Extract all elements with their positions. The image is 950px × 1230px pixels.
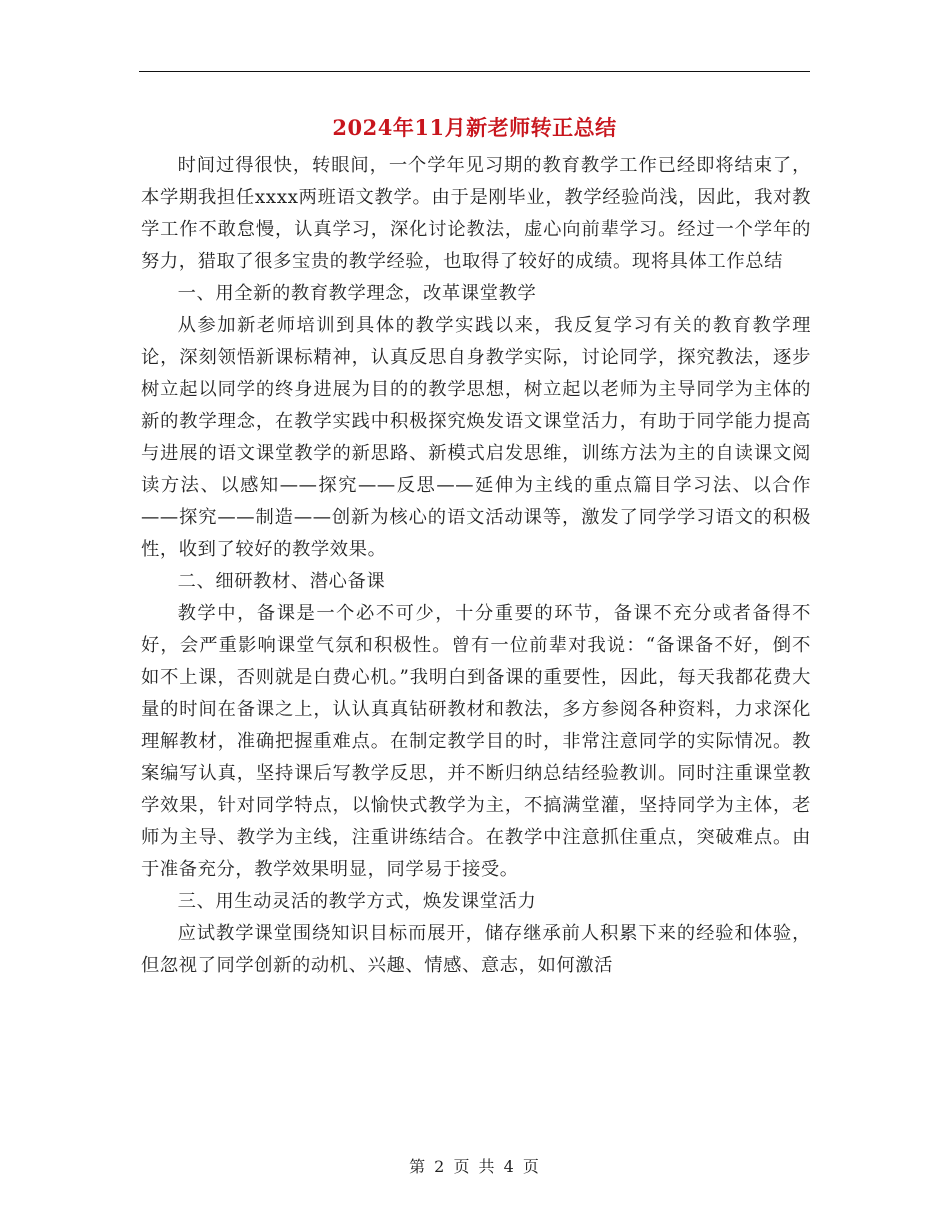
- header-rule: [139, 71, 810, 72]
- section-heading-2: 二、细研教材、潜心备课: [177, 571, 386, 592]
- section-1-paragraph: 从参加新老师培训到具体的教学实践以来，我反复学习有关的教育教学理论，深刻领悟新课标精神，认真反思自身教学实际，讨论同学，探究教法，逐步树立起以同学的终身进展为目的的教学思想，树立起以老师为主导同学为主体的新的教学理念，在教学实践中积极探究焕发语文课堂活力，有助于同学能力提高与进展的语文课堂教学的新思路、新模式启发思维，训练方法为主的自读课文阅读方法、以感知——探究——反思——延伸为主线的重点篇目学习法、以合作——探究——制造——创新为核心的语文活动课等，激发了同学学习语文的积极性，收到了较好的教学效果。: [141, 315, 811, 560]
- section-3-paragraph: 应试教学课堂围绕知识目标而展开，储存继承前人积累下来的经验和体验，但忽视了同学创新的动机、兴趣、情感、意志，如何激活: [141, 923, 811, 976]
- section-heading-1: 一、用全新的教育教学理念，改革课堂教学: [177, 283, 537, 304]
- document-title: 2024年11月新老师转正总结: [332, 115, 617, 140]
- section-heading-3: 三、用生动灵活的教学方式，焕发课堂活力: [177, 891, 537, 912]
- page-number-footer: 第 2 页 共 4 页: [409, 1157, 541, 1176]
- section-2-paragraph: 教学中，备课是一个必不可少，十分重要的环节，备课不充分或者备得不好，会严重影响课堂气氛和积极性。曾有一位前辈对我说：“备课备不好，倒不如不上课，否则就是白费心机。”我明白到备课的重要性，因此，每天我都花费大量的时间在备课之上，认认真真钻研教材和教法，多方参阅各种资料，力求深化理解教材，准确把握重难点。在制定教学目的时，非常注意同学的实际情况。教案编写认真，坚持课后写教学反思，并不断归纳总结经验教训。同时注重课堂教学效果，针对同学特点，以愉快式教学为主，不搞满堂灌，坚持同学为主体，老师为主导、教学为主线，注重讲练结合。在教学中注意抓住重点，突破难点。由于准备充分，教学效果明显，同学易于接受。: [141, 603, 811, 880]
- intro-paragraph: 时间过得很快，转眼间，一个学年见习期的教育教学工作已经即将结束了，本学期我担任xxxx两班语文教学。由于是刚毕业，教学经验尚浅，因此，我对教学工作不敢怠慢，认真学习，深化讨论教法，虚心向前辈学习。经过一个学年的努力，猎取了很多宝贵的教学经验，也取得了较好的成绩。现将具体工作总结: [141, 155, 811, 272]
- document-body: [141, 150, 811, 982]
